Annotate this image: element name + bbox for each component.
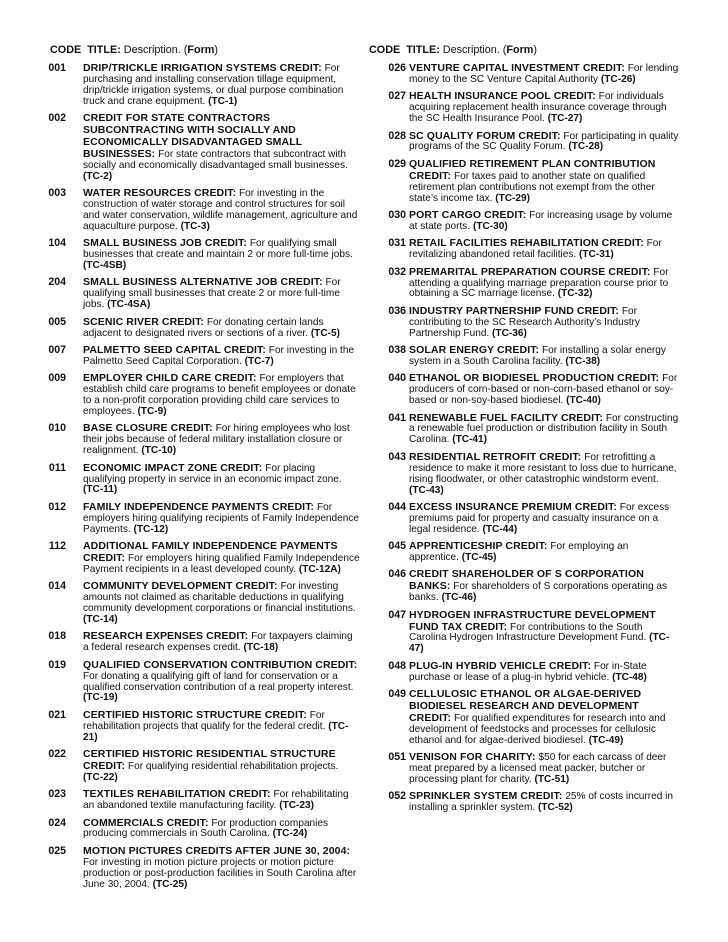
- credit-title: SCENIC RIVER CREDIT:: [83, 315, 205, 328]
- credit-description-block: [66, 631, 360, 654]
- right-credit-list: [369, 63, 681, 814]
- credit-title: EMPLOYER CHILD CARE CREDIT:: [83, 372, 257, 385]
- credit-description-block: [66, 749, 360, 784]
- credit-description: For employers that establish child care programs to benefit employees or donate to a non-profit corporation providing child care services to employees.: [83, 373, 356, 417]
- credit-description-block: [66, 463, 360, 497]
- credit-form-code: (TC-28): [568, 141, 604, 153]
- credit-description: For qualifying residential rehabilitation projects.: [127, 760, 339, 772]
- credit-title: ETHANOL OR BIODIESEL PRODUCTION CREDIT:: [409, 372, 660, 385]
- credit-entry: [369, 91, 681, 125]
- credit-code: 031: [388, 237, 406, 250]
- credit-description-block: [409, 91, 681, 125]
- header-title-label: TITLE:: [406, 44, 440, 56]
- credit-description-block: [66, 660, 360, 705]
- credit-code: 041: [388, 411, 406, 424]
- credit-code: 011: [48, 461, 66, 474]
- credit-entry: [33, 113, 360, 182]
- credit-form-code: (TC-4SA): [107, 299, 151, 311]
- credit-description-block: [409, 159, 681, 205]
- credit-entry: [33, 710, 360, 744]
- credit-code: 002: [48, 112, 66, 125]
- credit-title: INDUSTRY PARTNERSHIP FUND CREDIT:: [409, 304, 620, 317]
- credit-description-block: [66, 541, 360, 576]
- credit-title: SC QUALITY FORUM CREDIT:: [409, 129, 561, 142]
- credit-title: CERTIFIED HISTORIC STRUCTURE CREDIT:: [83, 708, 307, 721]
- credit-description: For revitalizing abandoned retail facilities.: [409, 238, 662, 261]
- credit-code: 046: [388, 568, 406, 581]
- credit-code: 112: [48, 540, 66, 553]
- credit-description: For qualifying small businesses that create and maintain 2 or more full-time jobs.: [83, 238, 353, 261]
- credit-title: FAMILY INDEPENDENCE PAYMENTS CREDIT:: [83, 500, 315, 513]
- credit-code: 001: [48, 62, 66, 74]
- credit-description-block: [409, 306, 681, 340]
- credit-description-block: [66, 818, 360, 841]
- credit-code: 012: [48, 500, 66, 513]
- credit-description: For individuals acquiring replacement health insurance coverage through the SC Health Insurance Pool.: [409, 91, 667, 125]
- credit-entry: [33, 631, 360, 654]
- credit-code: 010: [48, 422, 66, 435]
- credit-description: For excess premiums paid for property and casualty insurance on a legal residence.: [409, 501, 670, 535]
- credit-description: For installing a solar energy system in a South Carolina facility.: [409, 345, 666, 367]
- credit-title: COMMUNITY DEVELOPMENT CREDIT:: [83, 580, 278, 593]
- credit-entry: [33, 660, 360, 705]
- credit-entry: [33, 317, 360, 340]
- credit-form-code: (TC-18): [243, 642, 279, 654]
- credit-title: SMALL BUSINESS JOB CREDIT:: [83, 237, 248, 250]
- credit-form-code: (TC-48): [612, 671, 647, 683]
- credit-description: For in-State purchase or lease of a plug-in hybrid vehicle.: [409, 660, 647, 683]
- credit-form-code: (TC-12A): [298, 563, 341, 575]
- credit-code: 030: [388, 208, 406, 221]
- credit-entry: [33, 541, 360, 576]
- credit-entry: [33, 188, 360, 233]
- credit-form-code: (TC-32): [557, 288, 593, 300]
- credit-description-block: [409, 345, 681, 368]
- credit-description: For donating a qualifying gift of land for conservation or a qualified conservation contribution of a real property interest.: [83, 670, 354, 693]
- credit-form-code: (TC-25): [152, 878, 188, 890]
- credit-entry: [33, 789, 360, 812]
- header-close-paren: ): [214, 44, 219, 56]
- credit-form-code: (TC-14): [83, 613, 118, 625]
- credit-form-code: (TC-43): [409, 484, 444, 496]
- credit-entry: [33, 502, 360, 536]
- credit-title: WATER RESOURCES CREDIT:: [83, 187, 237, 200]
- credit-title: DRIP/TRICKLE IRRIGATION SYSTEMS CREDIT:: [83, 62, 322, 74]
- credit-description-block: [409, 452, 681, 497]
- credit-description: For employing an apprentice.: [409, 541, 629, 564]
- credit-entry: [33, 749, 360, 784]
- credit-form-code: (TC-7): [244, 355, 274, 367]
- right-column-header: [369, 44, 681, 57]
- credit-entry: [33, 818, 360, 841]
- credit-title: APPRENTICESHIP CREDIT:: [409, 540, 548, 553]
- credit-form-code: (TC-2): [83, 170, 113, 182]
- credit-code: 026: [388, 62, 406, 74]
- credit-description-block: [409, 569, 681, 604]
- credit-code: 049: [388, 688, 406, 701]
- credit-form-code: (TC-46): [441, 592, 477, 604]
- credit-form-code: (TC-5): [310, 327, 340, 339]
- credit-description: For placing qualifying property in service in an economic impact zone.: [83, 462, 342, 485]
- credit-description: For employers hiring qualifying recipients of Family Independence Payments.: [83, 501, 360, 535]
- left-column-header: [50, 44, 360, 57]
- credit-title: MOTION PICTURES CREDITS AFTER JUNE 30, 2004:: [83, 844, 351, 857]
- credit-entry: [369, 791, 681, 814]
- credit-title: RENEWABLE FUEL FACILITY CREDIT:: [409, 411, 604, 424]
- credit-code: 018: [48, 630, 66, 643]
- credit-title: RESEARCH EXPENSES CREDIT:: [83, 630, 249, 643]
- credit-code: 024: [48, 816, 66, 829]
- credit-form-code: (TC-19): [83, 692, 118, 704]
- credit-description: For investing in the construction of water storage and control structures for soil and water conservation, wildlife management, agriculture and aquaculture purpose.: [83, 188, 358, 232]
- credit-title: EXCESS INSURANCE PREMIUM CREDIT:: [409, 500, 617, 513]
- credit-description: For lending money to the SC Venture Capital Authority: [409, 63, 679, 85]
- credit-description-block: [409, 689, 681, 747]
- credit-form-code: (TC-24): [272, 828, 308, 840]
- credit-description: For investing amounts not claimed as charitable deductions in qualifying community development corporations or financial institutions.: [83, 581, 356, 615]
- credit-description-block: [409, 661, 681, 684]
- credit-form-code: (TC-47): [409, 632, 670, 655]
- credit-title: SPRINKLER SYSTEM CREDIT:: [409, 790, 563, 803]
- credit-code: 025: [48, 844, 66, 857]
- credit-description-block: [66, 238, 360, 272]
- credit-description-block: [409, 791, 681, 814]
- credit-description-block: [409, 131, 681, 154]
- credit-form-code: (TC-51): [534, 773, 570, 785]
- credit-entry: [369, 569, 681, 604]
- credit-form-code: (TC-38): [565, 355, 601, 367]
- credit-form-code: (TC-9): [137, 405, 167, 417]
- credit-title: RESIDENTIAL RETROFIT CREDIT:: [409, 450, 582, 463]
- credit-code: 014: [48, 580, 66, 593]
- credit-entry: [369, 210, 681, 233]
- credit-description: For increasing usage by volume at state ports.: [409, 209, 673, 232]
- credit-entry: [369, 689, 681, 747]
- credit-title: HEALTH INSURANCE POOL CREDIT:: [409, 90, 596, 103]
- credit-code: 029: [388, 157, 406, 170]
- credit-description: For qualified expenditures for research into and development of feedstocks and processes for cellulosic ethanol and for algae-derived biodiesel.: [409, 712, 666, 746]
- credit-description: For contributing to the SC Research Authority’s Industry Partnership Fund.: [409, 305, 640, 339]
- credit-description: For contributions to the South Carolina Hydrogen Infrastructure Development Fund.: [409, 621, 647, 644]
- left-credit-list: [50, 63, 360, 891]
- credit-title: RETAIL FACILITIES REHABILITATION CREDIT:: [409, 237, 644, 250]
- header-code-label: CODE: [369, 44, 401, 56]
- credit-description: For investing in the Palmetto Seed Capital Corporation.: [83, 344, 355, 367]
- credit-description: For rehabilitating an abandoned textile manufacturing facility.: [83, 789, 349, 812]
- credit-description-block: [409, 267, 681, 301]
- credit-description: For taxpayers claiming a federal research expenses credit.: [83, 631, 353, 654]
- credit-title: ECONOMIC IMPACT ZONE CREDIT:: [83, 461, 263, 474]
- credit-entry: [33, 373, 360, 418]
- credit-entry: [369, 267, 681, 301]
- credit-code: 021: [48, 708, 66, 721]
- right-column: [369, 44, 681, 820]
- credit-form-code: (TC-40): [566, 395, 601, 407]
- credit-title: VENTURE CAPITAL INVESTMENT CREDIT:: [409, 62, 625, 74]
- header-form-label: Form: [506, 44, 534, 56]
- credit-description: For employers hiring qualified Family Independence Payment recipients in a least developed county.: [83, 552, 360, 575]
- credit-description-block: [409, 373, 681, 407]
- credit-entry: [369, 159, 681, 205]
- credit-description: For attending a qualifying marriage preparation course prior to obtaining a SC marriage license.: [409, 266, 669, 300]
- credit-description-block: [66, 789, 360, 812]
- credit-code: 048: [388, 659, 406, 672]
- credit-entry: [369, 413, 681, 447]
- credit-code: 005: [48, 315, 66, 328]
- credit-entry: [369, 502, 681, 536]
- credit-code: 043: [388, 450, 406, 463]
- credit-title: PALMETTO SEED CAPITAL CREDIT:: [83, 343, 266, 356]
- credit-code: 051: [388, 751, 406, 764]
- credit-description: For investing in motion picture projects or motion picture production or post-production facilities in South Carolina after June 30, 2004.: [83, 856, 357, 890]
- credit-title: QUALIFIED CONSERVATION CONTRIBUTION CREDIT:: [83, 658, 358, 671]
- credit-description-block: [66, 846, 360, 891]
- credit-form-code: (TC-4SB): [83, 260, 127, 271]
- credit-code: 047: [388, 608, 406, 621]
- credit-code: 036: [388, 304, 406, 317]
- credit-description-block: [409, 238, 681, 261]
- credit-entry: [369, 63, 681, 86]
- credit-form-code: (TC-11): [83, 484, 118, 496]
- credit-description: For purchasing and installing conservation tillage equipment, drip/trickle irrigation systems, or dual purpose combination truck and crane equipment.: [83, 63, 344, 107]
- header-title-label: TITLE:: [87, 44, 121, 56]
- header-close-paren: ): [533, 44, 538, 56]
- credit-description-block: [66, 188, 360, 233]
- left-column: [50, 44, 360, 896]
- credit-code: 052: [388, 790, 406, 803]
- credit-code: 007: [48, 343, 66, 356]
- credit-description: For qualifying small businesses that create 2 or more full-time jobs.: [83, 277, 341, 311]
- credit-entry: [369, 373, 681, 407]
- credit-title: PREMARITAL PREPARATION COURSE CREDIT:: [409, 265, 651, 278]
- credit-description-block: [66, 113, 360, 182]
- credit-description-block: [409, 413, 681, 447]
- credit-form-code: (TC-36): [492, 327, 527, 339]
- credit-entry: [33, 277, 360, 311]
- credit-form-code: (TC-49): [588, 734, 624, 746]
- credit-form-code: (TC-31): [579, 249, 614, 261]
- credit-form-code: (TC-30): [472, 220, 508, 232]
- credit-title: PLUG-IN HYBRID VEHICLE CREDIT:: [409, 659, 592, 672]
- credit-form-code: (TC-44): [482, 523, 518, 535]
- credit-form-code: (TC-10): [141, 445, 177, 457]
- credit-entry: [33, 63, 360, 108]
- credit-description-block: [66, 63, 360, 108]
- credit-title: PORT CARGO CREDIT:: [409, 208, 527, 221]
- credit-code: 040: [388, 372, 406, 385]
- header-desc-label: Description. (: [123, 44, 188, 56]
- credit-description-block: [409, 63, 681, 86]
- credit-entry: [33, 238, 360, 272]
- credit-description-block: [66, 317, 360, 340]
- credit-form-code: (TC-45): [461, 552, 497, 564]
- credit-description-block: [66, 502, 360, 536]
- credit-form-code: (TC-29): [495, 192, 531, 204]
- credit-description: $50 for each carcass of deer meat prepared by a licensed meat packer, butcher or processing plant for charity.: [409, 752, 667, 785]
- credit-code: 022: [48, 748, 66, 761]
- credit-description: 25% of costs incurred in installing a sprinkler system.: [409, 791, 674, 814]
- credit-form-code: (TC-22): [83, 771, 118, 783]
- credit-entry: [33, 463, 360, 497]
- credit-code: 019: [48, 658, 66, 671]
- credit-code: 003: [48, 187, 66, 200]
- header-code-label: CODE: [50, 44, 82, 56]
- credit-title: SOLAR ENERGY CREDIT:: [409, 344, 540, 357]
- credit-title: QUALIFIED RETIREMENT PLAN CONTRIBUTION CREDIT:: [409, 157, 656, 182]
- credit-entry: [369, 661, 681, 684]
- credit-description-block: [409, 541, 681, 564]
- credit-description-block: [66, 581, 360, 626]
- credit-code: 027: [388, 90, 406, 103]
- credit-entry: [369, 306, 681, 340]
- credit-form-code: (TC-26): [600, 73, 636, 85]
- credit-form-code: (TC-21): [83, 720, 349, 743]
- credit-description: For donating certain lands adjacent to designated rivers or sections of a river.: [83, 316, 324, 339]
- credit-description: For taxes paid to another state on qualified retirement plan contributions not exempt from the other state’s income tax.: [409, 170, 655, 204]
- credit-form-code: (TC-23): [279, 800, 314, 812]
- credit-description: For rehabilitation projects that qualify for the federal credit.: [83, 709, 326, 732]
- credit-entry: [33, 581, 360, 626]
- credit-description-block: [66, 710, 360, 744]
- credit-title: ADDITIONAL FAMILY INDEPENDENCE PAYMENTS CREDIT:: [83, 540, 338, 564]
- credit-title: TEXTILES REHABILITATION CREDIT:: [83, 788, 271, 801]
- credit-description-block: [409, 752, 681, 786]
- credit-form-code: (TC-27): [547, 113, 583, 125]
- credit-title: COMMERCIALS CREDIT:: [83, 816, 209, 829]
- credit-title: BASE CLOSURE CREDIT:: [83, 422, 213, 435]
- credit-code: 044: [388, 500, 406, 513]
- header-form-label: Form: [187, 44, 215, 56]
- credit-form-code: (TC-1): [208, 95, 238, 107]
- credit-description: For state contractors that subcontract with socially and economically disadvantaged small businesses.: [83, 148, 348, 171]
- credit-title: HYDROGEN INFRASTRUCTURE DEVELOPMENT FUND TAX CREDIT:: [409, 608, 656, 633]
- credit-description: For constructing a renewable fuel production or distribution facility in South Carolina.: [409, 412, 679, 446]
- credit-code: 104: [48, 237, 66, 250]
- credit-form-code: (TC-41): [452, 434, 487, 446]
- credit-title: CREDIT FOR STATE CONTRACTORS SUBCONTRACTING WITH SOCIALLY AND ECONOMICALLY DISADVANTAGED SMALL BUSINESSES:: [83, 112, 303, 160]
- credit-code: 045: [388, 540, 406, 553]
- credit-title: CREDIT SHAREHOLDER OF S CORPORATION BANKS:: [409, 568, 644, 593]
- credit-code: 009: [48, 372, 66, 385]
- credit-entry: [369, 610, 681, 656]
- credit-description-block: [409, 210, 681, 233]
- credit-description: For participating in quality programs of the SC Quality Forum.: [409, 130, 679, 153]
- credit-description-block: [66, 277, 360, 311]
- credit-description: For production companies producing commercials in South Carolina.: [83, 817, 329, 840]
- credit-entry: [369, 131, 681, 154]
- credit-form-code: (TC-52): [538, 802, 573, 814]
- credit-entry: [369, 452, 681, 497]
- credit-entry: [369, 541, 681, 564]
- credit-code: 038: [388, 344, 406, 357]
- credit-form-code: (TC-12): [133, 523, 169, 535]
- credit-description: For shareholders of S corporations operating as banks.: [409, 581, 668, 604]
- credit-title: CERTIFIED HISTORIC RESIDENTIAL STRUCTURE CREDIT:: [83, 748, 336, 772]
- credit-entry: [369, 345, 681, 368]
- credit-entry: [33, 846, 360, 891]
- credit-title: CELLULOSIC ETHANOL OR ALGAE-DERIVED BIODIESEL RESEARCH AND DEVELOPMENT CREDIT:: [409, 688, 642, 724]
- credit-code: 023: [48, 788, 66, 801]
- credit-code: 028: [388, 129, 406, 142]
- credit-form-code: (TC-3): [180, 220, 210, 232]
- credit-title: VENISON FOR CHARITY:: [409, 751, 536, 764]
- header-desc-label: Description. (: [442, 44, 507, 56]
- credit-description-block: [409, 502, 681, 536]
- credit-description-block: [66, 373, 360, 418]
- credit-entry: [33, 423, 360, 457]
- credit-description-block: [66, 423, 360, 457]
- credit-code: 032: [388, 265, 406, 278]
- credit-entry: [33, 345, 360, 368]
- credit-description-block: [409, 610, 681, 656]
- credit-description: For producers of corn-based or non-corn-based ethanol or soy-based or non-soy-based biodiesel.: [409, 373, 678, 407]
- credit-code: 204: [48, 276, 66, 289]
- credit-description-block: [66, 345, 360, 368]
- credit-description: For hiring employees who lost their jobs because of federal military installation closure or realignment.: [83, 423, 350, 457]
- credit-description: For retrofitting a residence to make it more resistant to loss due to hurricane, rising floodwater, or other catastrophic windstorm event.: [409, 451, 677, 485]
- credit-entry: [369, 752, 681, 786]
- credit-entry: [369, 238, 681, 261]
- credit-title: SMALL BUSINESS ALTERNATIVE JOB CREDIT:: [83, 276, 323, 289]
